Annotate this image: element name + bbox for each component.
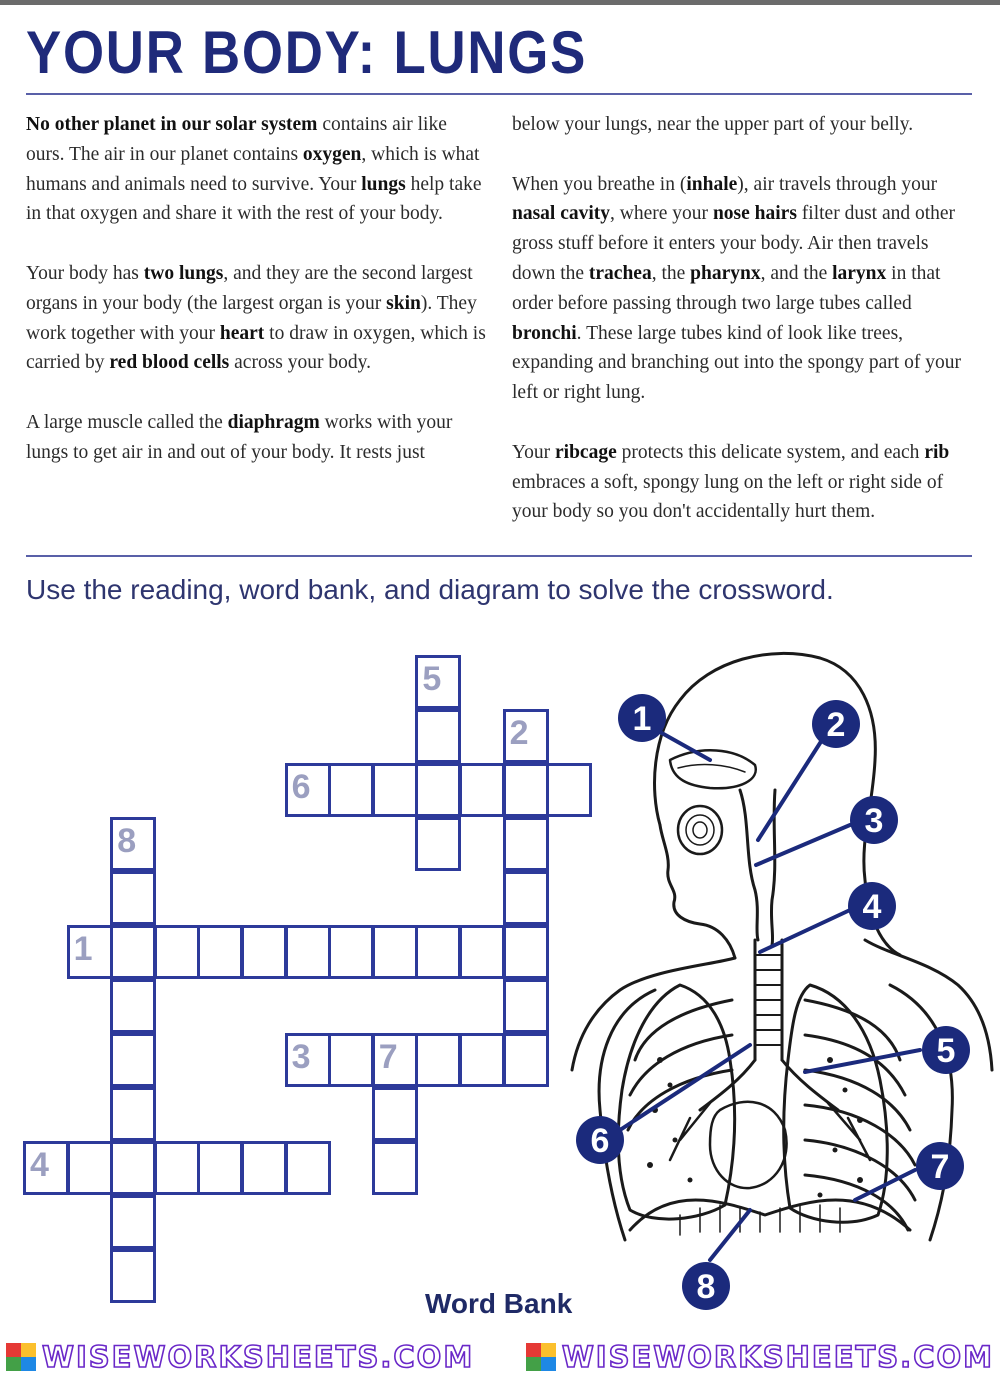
crossword-cell[interactable] xyxy=(415,1033,461,1087)
watermark-left-text: WISEWORKSHEETS.COM xyxy=(42,1339,475,1374)
key-term: rib xyxy=(924,441,950,463)
top-border xyxy=(0,0,1000,5)
crossword-cell[interactable] xyxy=(328,763,374,817)
key-term: bronchi xyxy=(512,322,577,344)
key-term: skin xyxy=(386,292,421,314)
callout-line-1 xyxy=(660,732,710,760)
lung-texture xyxy=(647,1057,863,1198)
diaphragm xyxy=(630,1200,910,1230)
title-divider xyxy=(26,93,972,95)
callout-line-2 xyxy=(758,740,822,840)
section-divider xyxy=(26,555,972,557)
callout-5 xyxy=(922,1026,970,1074)
crossword-cell[interactable] xyxy=(372,925,418,979)
watermark-logo-icon xyxy=(526,1343,556,1371)
crossword-cell[interactable] xyxy=(372,1141,418,1195)
reading-paragraph xyxy=(26,408,486,468)
right-lung xyxy=(618,985,734,1219)
crossword-cell[interactable] xyxy=(110,979,156,1033)
crossword-cell[interactable] xyxy=(23,1141,69,1195)
callout-line-3 xyxy=(756,825,850,865)
callout-4 xyxy=(848,882,896,930)
crossword-cell[interactable] xyxy=(197,925,243,979)
callout-line-8 xyxy=(710,1210,750,1260)
key-term: diaphragm xyxy=(227,411,320,433)
reading-text: to draw in oxygen, which is carried by xyxy=(26,322,486,374)
reading-text: , the xyxy=(651,262,691,284)
footer-watermark-bar xyxy=(0,1338,1000,1375)
callout-8 xyxy=(682,1262,730,1310)
heart xyxy=(710,1102,787,1188)
key-term: oxygen xyxy=(302,143,362,165)
key-term: nose hairs xyxy=(712,203,797,225)
reading-text: protects this delicate system, and each xyxy=(616,441,925,463)
reading-text: works with your lungs to get air in and out of your body. It rests just xyxy=(26,411,453,463)
reading-paragraph xyxy=(26,110,486,229)
reading-text: , which is what humans and animals need to survive. Your xyxy=(26,143,480,195)
reading-column-left xyxy=(26,110,486,497)
crossword-cell[interactable] xyxy=(415,655,461,709)
callout-7 xyxy=(916,1142,964,1190)
crossword-cell[interactable] xyxy=(503,763,549,817)
left-lung xyxy=(784,985,888,1222)
crossword-cell[interactable] xyxy=(415,709,461,763)
reading-text: , and the xyxy=(760,262,833,284)
crossword-cell[interactable] xyxy=(415,925,461,979)
key-term: two lungs xyxy=(143,262,224,284)
reading-text: across your body. xyxy=(229,352,371,374)
reading-text: Your xyxy=(512,441,555,463)
reading-text: in that order before passing through two large tubes called xyxy=(512,262,941,314)
callout-7-number: 7 xyxy=(930,1148,950,1186)
crossword-cell[interactable] xyxy=(67,1141,113,1195)
crossword-cell[interactable] xyxy=(110,1195,156,1249)
reading-text: A large muscle called the xyxy=(26,411,228,433)
callout-2 xyxy=(812,700,860,748)
reading-text: . These large tubes kind of look like trees, expanding and branching out into the spongy part of your left or right lung. xyxy=(512,322,961,404)
crossword-cell[interactable] xyxy=(110,925,156,979)
key-term: nasal cavity xyxy=(512,203,611,225)
reading-text: contains air like ours. The air in our planet contains xyxy=(26,114,447,165)
crossword-cell[interactable] xyxy=(503,817,549,871)
crossword-cell[interactable] xyxy=(503,871,549,925)
clue-number: 6 xyxy=(291,768,311,806)
reading-text: Your body has xyxy=(26,262,144,284)
key-term: larynx xyxy=(832,262,887,284)
clue-number: 7 xyxy=(378,1038,398,1076)
right-shoulder-outline xyxy=(572,958,735,1070)
crossword-cell[interactable] xyxy=(110,871,156,925)
reading-paragraph xyxy=(512,438,972,527)
watermark-left xyxy=(6,1340,474,1374)
respiratory-diagram xyxy=(560,640,1000,1330)
callout-3 xyxy=(850,796,898,844)
crossword-cell[interactable] xyxy=(154,1141,200,1195)
crossword-cell[interactable] xyxy=(328,925,374,979)
crossword-cell[interactable] xyxy=(67,925,113,979)
reading-paragraph xyxy=(512,110,972,140)
reading-text: embraces a soft, spongy lung on the left or right side of your body so you don't accidentally hurt them. xyxy=(512,471,944,523)
watermark-right-text: WISEWORKSHEETS.COM xyxy=(561,1339,994,1374)
reading-text: help take in that oxygen and share it with the rest of your body. xyxy=(26,173,482,225)
reading-column-right xyxy=(512,110,972,557)
clue-number: 8 xyxy=(117,822,137,860)
key-term: inhale xyxy=(686,173,738,195)
crossword-cell[interactable] xyxy=(241,1141,287,1195)
callout-4-number: 4 xyxy=(862,888,882,926)
key-term: lungs xyxy=(361,173,406,195)
clue-number: 3 xyxy=(291,1038,311,1076)
crossword-cell[interactable] xyxy=(415,817,461,871)
word-bank-heading: Word Bank xyxy=(425,1288,573,1319)
key-term: heart xyxy=(219,322,265,344)
crossword-cell[interactable] xyxy=(110,1033,156,1087)
key-term: red blood cells xyxy=(109,352,230,374)
crossword-cell[interactable] xyxy=(415,763,461,817)
clue-number: 2 xyxy=(509,714,529,752)
callout-1 xyxy=(618,694,666,742)
crossword-cell[interactable] xyxy=(503,1033,549,1087)
callout-6 xyxy=(576,1116,624,1164)
bronchi xyxy=(700,1060,838,1110)
page-title: YOUR BODY: LUNGS xyxy=(26,19,588,86)
trachea-rings xyxy=(755,955,782,1045)
reading-text: ), air travels through your xyxy=(737,173,938,195)
crossword-cell[interactable] xyxy=(503,979,549,1033)
reading-text: , and they are the second largest organs in your body (the largest organ is your xyxy=(26,262,473,314)
crossword-cell[interactable] xyxy=(503,925,549,979)
crossword-cell[interactable] xyxy=(110,817,156,871)
crossword-cell[interactable] xyxy=(285,763,331,817)
key-term: No other planet in our solar system xyxy=(26,114,318,135)
crossword-cell[interactable] xyxy=(285,1033,331,1087)
crossword-cell[interactable] xyxy=(110,1249,156,1303)
crossword-cell[interactable] xyxy=(110,1087,156,1141)
reading-paragraph xyxy=(26,259,486,378)
watermark-logo-icon xyxy=(6,1343,36,1371)
reading-text: ). They work together with your xyxy=(26,292,477,344)
reading-text: , where your xyxy=(610,203,713,225)
reading-paragraph xyxy=(512,170,972,408)
crossword-cell[interactable] xyxy=(459,763,505,817)
reading-text: filter dust and other gross stuff before it enters your body. Air then travels down the xyxy=(512,203,956,284)
watermark-right xyxy=(526,1340,994,1374)
instructions: Use the reading, word bank, and diagram to solve the crossword. xyxy=(26,574,834,605)
callout-8-number: 8 xyxy=(696,1268,716,1306)
crossword-cell[interactable] xyxy=(285,925,331,979)
clue-number: 1 xyxy=(73,930,93,968)
crossword-cell[interactable] xyxy=(328,1033,374,1087)
crossword-cell[interactable] xyxy=(372,763,418,817)
crossword-cell[interactable] xyxy=(285,1141,331,1195)
key-term: ribcage xyxy=(555,441,617,463)
mouth-cavity xyxy=(678,806,722,854)
callout-5-number: 5 xyxy=(936,1032,956,1070)
crossword-cell[interactable] xyxy=(372,1033,418,1087)
callout-6-number: 6 xyxy=(590,1122,610,1160)
key-term: pharynx xyxy=(690,262,761,284)
crossword-cell[interactable] xyxy=(154,925,200,979)
crossword-cell[interactable] xyxy=(459,1033,505,1087)
reading-text: below your lungs, near the upper part of your belly. xyxy=(512,114,914,135)
callout-1-number: 1 xyxy=(632,700,652,738)
crossword-cell[interactable] xyxy=(197,1141,243,1195)
crossword-cell[interactable] xyxy=(459,925,505,979)
crossword-cell[interactable] xyxy=(241,925,287,979)
nasal-cavity xyxy=(670,750,756,788)
crossword-cell[interactable] xyxy=(503,709,549,763)
crossword-cell[interactable] xyxy=(110,1141,156,1195)
crossword-cell[interactable] xyxy=(372,1087,418,1141)
callout-2-number: 2 xyxy=(826,706,846,744)
callout-3-number: 3 xyxy=(864,802,884,840)
clue-number: 4 xyxy=(30,1146,49,1184)
key-term: trachea xyxy=(588,262,652,284)
clue-number: 5 xyxy=(422,660,442,698)
reading-text: When you breathe in ( xyxy=(512,173,687,195)
